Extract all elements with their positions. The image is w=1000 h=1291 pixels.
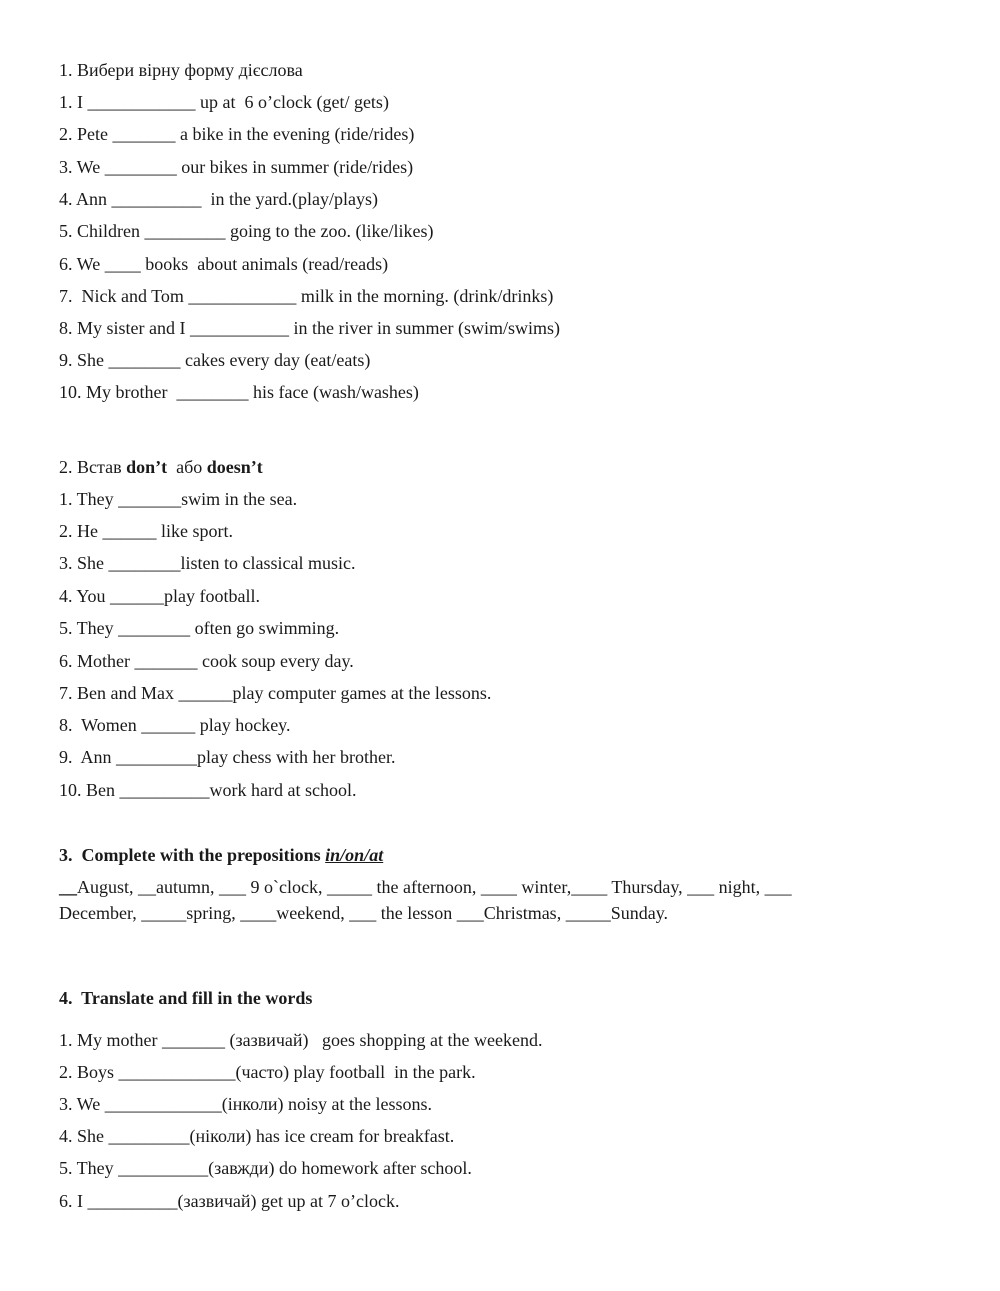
- section4-title: 4. Translate and fill in the words: [59, 988, 313, 1008]
- s1-item-5: 5. Children _________ going to the zoo. (like/likes): [59, 221, 434, 241]
- section3-title-emph: in/on/at: [325, 845, 384, 865]
- s1-item-7: 7. Nick and Tom ____________ milk in the morning. (drink/drinks): [59, 286, 554, 306]
- s3-line-1: [59, 876, 792, 898]
- section3-title: [59, 844, 383, 866]
- s1-item-10: 10. My brother ________ his face (wash/washes): [59, 382, 419, 402]
- s1-item-8: 8. My sister and I ___________ in the river in summer (swim/swims): [59, 318, 560, 338]
- s1-item-3: 3. We ________ our bikes in summer (ride/rides): [59, 157, 414, 177]
- s4-item-5: 5. They __________(завжди) do homework after school.: [59, 1158, 472, 1178]
- section2-title-prefix: 2. Встав: [59, 457, 127, 477]
- s2-item-8: 8. Women ______ play hockey.: [59, 715, 291, 735]
- section3-title-prefix: 3. Complete with the prepositions: [59, 845, 326, 865]
- s2-item-9: 9. Ann _________play chess with her brother.: [59, 747, 396, 767]
- s1-item-1: 1. I ____________ up at 6 o’clock (get/ gets): [59, 92, 389, 112]
- s1-item-4: 4. Ann __________ in the yard.(play/plays): [59, 189, 378, 209]
- section2-title-mid: або: [167, 457, 207, 477]
- s4-item-4: 4. She _________(ніколи) has ice cream for breakfast.: [59, 1126, 455, 1146]
- s4-item-3: 3. We _____________(інколи) noisy at the lessons.: [59, 1094, 433, 1114]
- s1-item-9: 9. She ________ cakes every day (eat/eats): [59, 350, 371, 370]
- s3-line-1-bold: __: [59, 877, 77, 897]
- s2-item-5: 5. They ________ often go swimming.: [59, 618, 340, 638]
- s4-item-2: 2. Boys _____________(часто) play football in the park.: [59, 1062, 476, 1082]
- section2-title-dont: don’t: [126, 457, 168, 477]
- s2-item-10: 10. Ben __________work hard at school.: [59, 780, 357, 800]
- s2-item-7: 7. Ben and Max ______play computer games at the lessons.: [59, 683, 492, 703]
- section2-title-doesnt: doesn’t: [206, 457, 263, 477]
- s2-item-1: 1. They _______swim in the sea.: [59, 489, 298, 509]
- s2-item-6: 6. Mother _______ cook soup every day.: [59, 651, 354, 671]
- section2-title: [59, 456, 263, 478]
- s4-item-1: 1. My mother _______ (зазвичай) goes shopping at the weekend.: [59, 1030, 543, 1050]
- s2-item-4: 4. You ______play football.: [59, 586, 261, 606]
- s4-item-6: 6. I __________(зазвичай) get up at 7 o’clock.: [59, 1191, 400, 1211]
- s1-item-2: 2. Pete _______ a bike in the evening (ride/rides): [59, 124, 415, 144]
- s1-item-6: 6. We ____ books about animals (read/reads): [59, 254, 389, 274]
- section1-title: 1. Вибери вірну форму дієслова: [59, 60, 303, 80]
- s2-item-2: 2. He ______ like sport.: [59, 521, 233, 541]
- s3-line-2: December, _____spring, ____weekend, ___ the lesson ___Christmas, _____Sunday.: [59, 903, 669, 923]
- s3-line-1-rest: August, __autumn, ___ 9 o`clock, _____ the afternoon, ____ winter,____ Thursday, ___ night, ___: [77, 877, 792, 897]
- s2-item-3: 3. She ________listen to classical music.: [59, 553, 356, 573]
